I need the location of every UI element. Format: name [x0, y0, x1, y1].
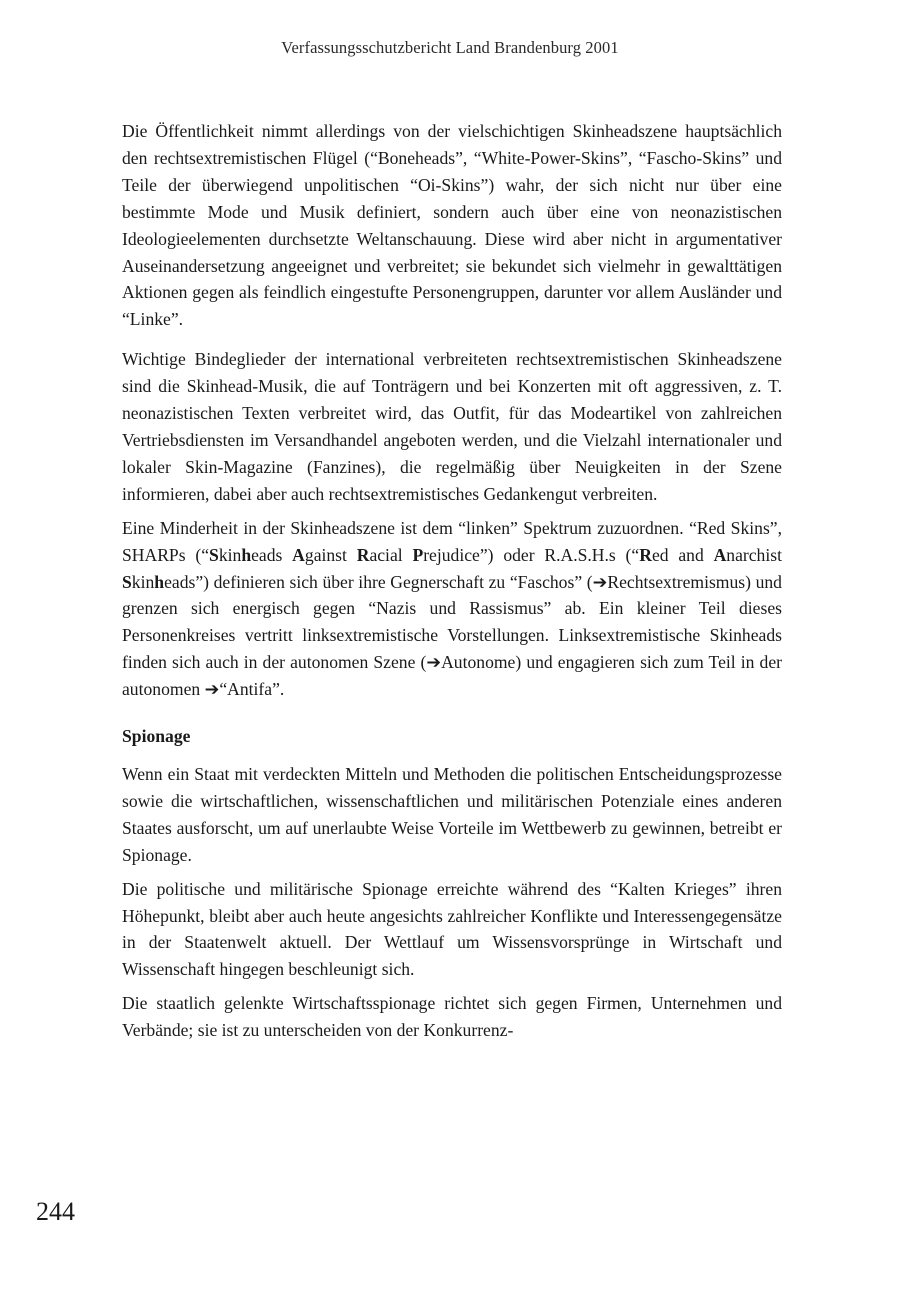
text-run: rejudice”) oder R.A.S.H.s (“: [423, 544, 640, 565]
page-number: 244: [36, 1197, 75, 1226]
running-header: Verfassungsschutzbericht Land Brandenburg 2001: [281, 38, 619, 57]
text-run: kin: [218, 544, 242, 565]
bold-letter: S: [122, 571, 132, 592]
text-run: gainst: [304, 544, 357, 565]
page-body: [122, 118, 782, 1057]
paragraph-skinheads-3: [122, 515, 782, 703]
bold-letter: A: [713, 544, 727, 565]
text-run: “Antifa”.: [219, 679, 285, 700]
paragraph-spionage-2: Die politische und militärische Spionage erreichte während des “Kalten Krieges” ihren Höhepunkt, bleibt aber auch heute angesichts zahlreicher Konflikte und Interessengegensätze in der Staatenwelt aktuell. Der Wettlauf um Wissensvorsprünge in Wirtschaft und Wissenschaft hingegen beschleunigt sich.: [122, 878, 782, 980]
bold-letter: h: [241, 544, 252, 565]
paragraph-spionage-1: Wenn ein Staat mit verdeckten Mitteln und Methoden die politischen Entscheidungsprozesse sowie die wirtschaftlichen, wissenschaftlichen und militärischen Potenziale eines anderen Staates ausforscht, um auf unerlaubte Weise Vorteile im Wettbewerb zu gewinnen, betreibt er Spionage.: [122, 764, 782, 865]
bold-letter: R: [639, 544, 652, 565]
bold-letter: h: [154, 571, 165, 592]
text-run: ed and: [651, 544, 714, 565]
text-run: acial: [369, 544, 413, 565]
text-run: Rechtsextremismus) und grenzen sich energisch gegen “Nazis und Rassismus” ab. Ein kleiner Teil dieses Personenkreises vertritt linksextremistische Vorstellungen. Linksextremistische Skinheads finden sich auch in der autonomen Szene (: [122, 571, 782, 673]
bold-letter: R: [356, 544, 370, 565]
text-run: eads”) definieren sich über ihre Gegnerschaft zu “Faschos” (: [164, 571, 593, 592]
bold-letter: S: [209, 544, 219, 565]
text-run: Eine Minderheit in der Skinheadszene ist dem “linken” Spektrum zuzuordnen. “Red Skins”, SHARPs (“: [122, 517, 782, 565]
paragraph-skinheads-2: Wichtige Bindeglieder der international verbreiteten rechtsextremistischen Skinheadszene sind die Skinhead-Musik, die auf Tonträgern und bei Konzerten mit oft aggressiven, z. T. neonazistischen Texten verbreitet wird, das Outfit, für das Modeartikel von zahlreichen Vertriebsdiensten im Versandhandel angeboten werden, und die Vielzahl internationaler und lokaler Skin-Magazine (Fanzines), die regelmäßig über Neuigkeiten in der Szene informieren, dabei aber auch rechtsextremistisches Gedankengut verbreiten.: [122, 349, 782, 504]
text-run: Autonome) und engagieren sich zum Teil in der autonomen: [122, 652, 782, 700]
cross-reference-arrow-icon: ➔: [592, 571, 608, 592]
text-run: narchist: [726, 544, 782, 565]
text-run: kin: [131, 571, 155, 592]
paragraph-spionage-3: Die staatlich gelenkte Wirtschaftsspionage richtet sich gegen Firmen, Unternehmen und Verbände; sie ist zu unterscheiden von der Konkurrenz-: [122, 993, 782, 1041]
bold-letter: P: [412, 544, 424, 565]
text-run: eads: [251, 544, 293, 565]
cross-reference-arrow-icon: ➔: [204, 679, 220, 700]
section-heading-spionage: Spionage: [122, 726, 191, 747]
paragraph-skinheads-1: Die Öffentlichkeit nimmt allerdings von der vielschichtigen Skinheadszene hauptsächlich den rechtsextremistischen Flügel (“Boneheads”, “White-Power-Skins”, “Fascho-Skins” und Teile der überwiegend unpolitischen “Oi-Skins”) wahr, der sich nicht nur über eine bestimmte Mode und Musik definiert, sondern auch über eine von neonazistischen Ideologieelementen durchsetzte Weltanschauung. Diese wird aber nicht in argumentativer Auseinandersetzung angeeignet und verbreitet; sie bekundet sich vielmehr in gewalttätigen Aktionen gegen als feindlich eingestufte Personengruppen, darunter vor allem Ausländer und “Linke”.: [122, 121, 782, 330]
cross-reference-arrow-icon: ➔: [426, 652, 442, 673]
bold-letter: A: [292, 544, 305, 565]
